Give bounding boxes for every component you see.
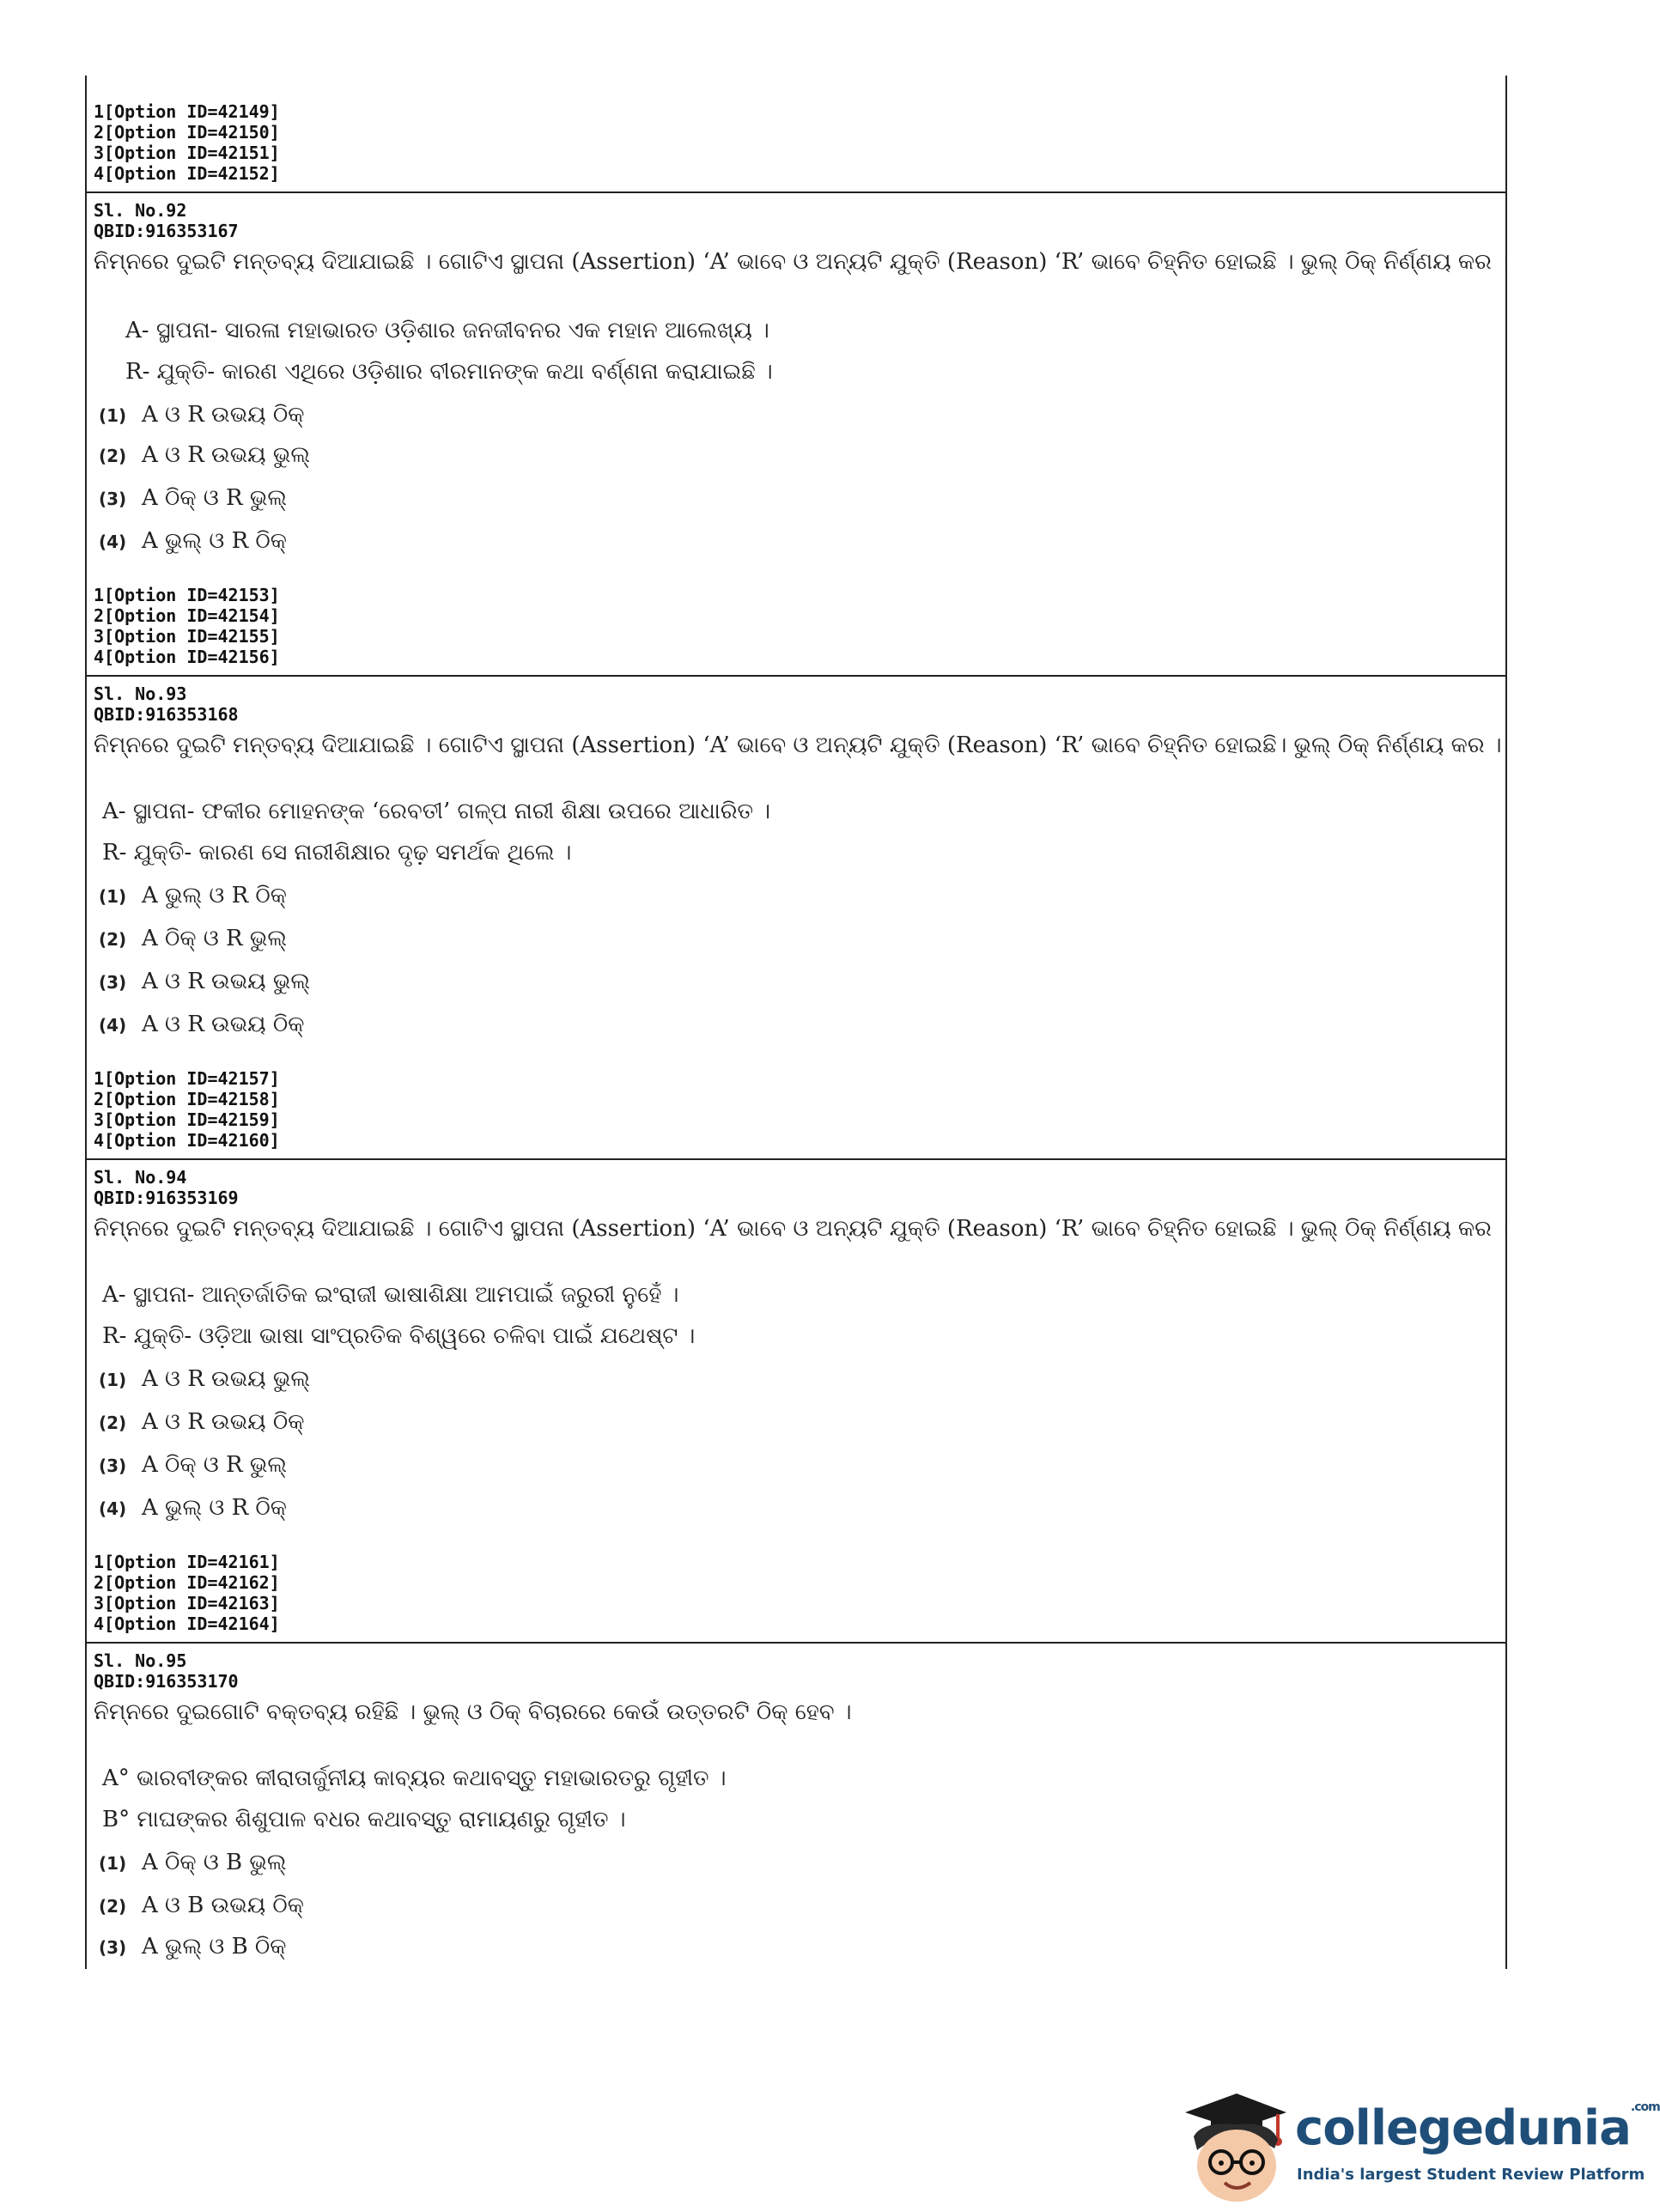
option-3 xyxy=(99,1452,287,1479)
option-2 xyxy=(99,442,310,469)
option-1 xyxy=(99,1366,310,1393)
option-number: (3) xyxy=(99,972,127,993)
option-id: 3[Option ID=42155] xyxy=(94,626,280,647)
option-number: (4) xyxy=(99,1498,127,1519)
reason-statement: R- ଯୁକ୍ତି- ଓଡ଼ିଆ ଭାଷା ସାଂପ୍ରତିକ ବିଶ୍ୱରେ ଚଳିବା ପାଇଁ ଯଥେଷ୍ଟ । xyxy=(102,1323,696,1349)
statement-b: B° ମାଘଙ୍କର ଶିଶୁପାଳ ବଧର କଥାବସ୍ତୁ ରାମାୟଣରୁ ଗୃହୀତ । xyxy=(102,1807,626,1832)
option-id: 3[Option ID=42159] xyxy=(94,1109,280,1130)
option-text: A ଭୁଲ୍ ଓ R ଠିକ୍ xyxy=(142,1495,287,1521)
option-id: 4[Option ID=42156] xyxy=(94,647,280,667)
reason-statement: R- ଯୁକ୍ତି- କାରଣ ସେ ନାରୀଶିକ୍ଷାର ଦୃଢ଼ ସମର୍ଥକ ଥିଲେ । xyxy=(102,840,572,866)
option-id: 1[Option ID=42161] xyxy=(94,1552,280,1572)
serial-number: Sl. No.95 xyxy=(94,1650,187,1671)
option-id: 2[Option ID=42162] xyxy=(94,1572,280,1593)
option-number: (2) xyxy=(99,1896,127,1917)
option-text: A ଓ R ଉଭୟ ଠିକ୍ xyxy=(142,1012,305,1037)
question-text: ନିମ୍ନରେ ଦୁଇଟି ମନ୍ତବ୍ୟ ଦିଆଯାଇଛି । ଗୋଟିଏ ସ୍ଥାପନା (Assertion) ‘A’ ଭାବେ ଓ ଅନ୍ୟଟି ଯୁକ୍ତି (Reason) ‘R’ ଭାବେ ଚିହ୍ନିତ ହୋଇଛି । ଭୁଲ୍ ଠିକ୍ ନିର୍ଣ୍ଣୟ କର । xyxy=(94,249,1509,275)
option-3 xyxy=(99,485,287,512)
assertion-statement: A- ସ୍ଥାପନା- ଆନ୍ତର୍ଜାତିକ ଇଂରାଜୀ ଭାଷାଶିକ୍ଷା ଆମପାଇଁ ଜରୁରୀ ନୁହେଁ । xyxy=(102,1282,679,1308)
question-text: ନିମ୍ନରେ ଦୁଇଟି ମନ୍ତବ୍ୟ ଦିଆଯାଇଛି । ଗୋଟିଏ ସ୍ଥାପନା (Assertion) ‘A’ ଭାବେ ଓ ଅନ୍ୟଟି ଯୁକ୍ତି (Reason) ‘R’ ଭାବେ ଚିହ୍ନିତ ହୋଇଛି । ଭୁଲ୍ ଠିକ୍ ନିର୍ଣ୍ଣୟ କର । xyxy=(94,1216,1509,1242)
option-text: A ଓ R ଉଭୟ ଠିକ୍ xyxy=(142,1409,305,1435)
option-number: (4) xyxy=(99,1015,127,1036)
option-text: A ଓ R ଉଭୟ ଠିକ୍ xyxy=(142,402,305,428)
option-id: 1[Option ID=42149] xyxy=(94,101,280,122)
option-number: (2) xyxy=(99,1413,127,1433)
option-number: (2) xyxy=(99,446,127,466)
option-ids xyxy=(94,585,280,667)
option-4 xyxy=(99,1495,287,1522)
option-number: (3) xyxy=(99,489,127,509)
mascot-icon xyxy=(1168,2087,1288,2207)
question-block-93 xyxy=(87,675,1505,1160)
option-number: (1) xyxy=(99,886,127,907)
option-ids xyxy=(94,1068,280,1151)
question-block-95 xyxy=(87,1642,1505,1971)
option-1 xyxy=(99,402,304,428)
option-1 xyxy=(99,1850,287,1876)
option-2 xyxy=(99,1893,304,1919)
option-id: 1[Option ID=42157] xyxy=(94,1068,280,1089)
option-text: A ଠିକ୍ ଓ R ଭୁଲ୍ xyxy=(142,1452,287,1478)
option-number: (4) xyxy=(99,532,127,552)
question-block-94 xyxy=(87,1158,1509,1644)
qbid: QBID:916353167 xyxy=(94,221,239,241)
question-header xyxy=(94,1167,239,1208)
option-number: (1) xyxy=(99,405,127,426)
option-number: (1) xyxy=(99,1853,127,1874)
question-header xyxy=(94,200,239,241)
option-text: A ଭୁଲ୍ ଓ R ଠିକ୍ xyxy=(142,528,287,554)
previous-option-ids xyxy=(94,101,280,184)
reason-statement: R- ଯୁକ୍ତି- କାରଣ ଏଥିରେ ଓଡ଼ିଶାର ବୀରମାନଙ୍କ କଥା ବର୍ଣ୍ଣନା କରାଯାଇଛି । xyxy=(125,359,773,385)
option-text: A ଭୁଲ୍ ଓ B ଠିକ୍ xyxy=(142,1934,287,1960)
option-text: A ଓ R ଉଭୟ ଭୁଲ୍ xyxy=(142,442,310,468)
brand-tld: .com xyxy=(1630,2100,1660,2114)
qbid: QBID:916353170 xyxy=(94,1671,239,1692)
serial-number: Sl. No.94 xyxy=(94,1167,187,1188)
option-id: 3[Option ID=42163] xyxy=(94,1593,280,1613)
option-1 xyxy=(99,883,287,909)
qbid: QBID:916353169 xyxy=(94,1188,239,1208)
brand-text: collegedunia xyxy=(1295,2100,1631,2156)
option-2 xyxy=(99,1409,304,1436)
question-text: ନିମ୍ନରେ ଦୁଇଟି ମନ୍ତବ୍ୟ ଦିଆଯାଇଛି । ଗୋଟିଏ ସ୍ଥାପନା (Assertion) ‘A’ ଭାବେ ଓ ଅନ୍ୟଟି ଯୁକ୍ତି (Reason) ‘R’ ଭାବେ ଚିହ୍ନିତ ହୋଇଛି। ଭୁଲ୍ ଠିକ୍ ନିର୍ଣ୍ଣୟ କର । xyxy=(94,732,1502,758)
option-text: A ଓ R ଉଭୟ ଭୁଲ୍ xyxy=(142,1366,310,1392)
option-id: 3[Option ID=42151] xyxy=(94,143,280,163)
question-block-92 xyxy=(87,191,1509,677)
question-header xyxy=(94,1650,239,1692)
question-paper-frame xyxy=(85,76,1507,1969)
option-text: A ଓ R ଉଭୟ ଭୁଲ୍ xyxy=(142,969,310,994)
option-text: A ଭୁଲ୍ ଓ R ଠିକ୍ xyxy=(142,883,287,908)
assertion-statement: A- ସ୍ଥାପନା- ସାରଳା ମହାଭାରତ ଓଡ଼ିଶାର ଜନଜୀବନର ଏକ ମହାନ ଆଲେଖ୍ୟ । xyxy=(125,318,769,343)
option-number: (3) xyxy=(99,1937,127,1958)
option-ids xyxy=(94,1552,280,1634)
brand-name xyxy=(1295,2100,1660,2156)
option-number: (1) xyxy=(99,1370,127,1390)
option-id: 2[Option ID=42158] xyxy=(94,1089,280,1109)
option-3 xyxy=(99,1934,287,1960)
question-header xyxy=(94,684,239,725)
option-text: A ଠିକ୍ ଓ B ଭୁଲ୍ xyxy=(142,1850,287,1875)
option-4 xyxy=(99,1012,304,1038)
option-id: 2[Option ID=42150] xyxy=(94,122,280,143)
option-2 xyxy=(99,926,287,952)
collegedunia-logo[interactable] xyxy=(1168,2087,1660,2211)
serial-number: Sl. No.92 xyxy=(94,200,187,221)
brand-tagline: India's largest Student Review Platform xyxy=(1297,2166,1645,2184)
statement-a: A° ଭାରବୀଙ୍କର କୀରାତାର୍ଜୁନୀୟ କାବ୍ୟର କଥାବସ୍ତୁ ମହାଭାରତରୁ ଗୃହୀତ । xyxy=(102,1765,727,1791)
option-text: A ଓ B ଉଭୟ ଠିକ୍ xyxy=(142,1893,304,1918)
option-number: (3) xyxy=(99,1455,127,1476)
option-3 xyxy=(99,969,310,995)
serial-number: Sl. No.93 xyxy=(94,684,187,704)
option-number: (2) xyxy=(99,929,127,950)
option-id: 4[Option ID=42160] xyxy=(94,1130,280,1151)
option-text: A ଠିକ୍ ଓ R ଭୁଲ୍ xyxy=(142,485,287,511)
option-id: 4[Option ID=42164] xyxy=(94,1613,280,1634)
assertion-statement: A- ସ୍ଥାପନା- ଫକୀର ମୋହନଙ୍କ ‘ରେବତୀ’ ଗଳ୍ପ ନାରୀ ଶିକ୍ଷା ଉପରେ ଆଧାରିତ । xyxy=(102,799,771,824)
option-id: 1[Option ID=42153] xyxy=(94,585,280,605)
qbid: QBID:916353168 xyxy=(94,704,239,725)
option-id: 4[Option ID=42152] xyxy=(94,163,280,184)
option-id: 2[Option ID=42154] xyxy=(94,605,280,626)
option-4 xyxy=(99,528,287,555)
option-text: A ଠିକ୍ ଓ R ଭୁଲ୍ xyxy=(142,926,287,951)
question-text: ନିମ୍ନରେ ଦୁଇଗୋଟି ବକ୍ତବ୍ୟ ରହିଛି । ଭୁଲ୍ ଓ ଠିକ୍ ବିଚାରରେ କେଉଁ ଉତ୍ତରଟି ଠିକ୍ ହେବ । xyxy=(94,1699,852,1725)
